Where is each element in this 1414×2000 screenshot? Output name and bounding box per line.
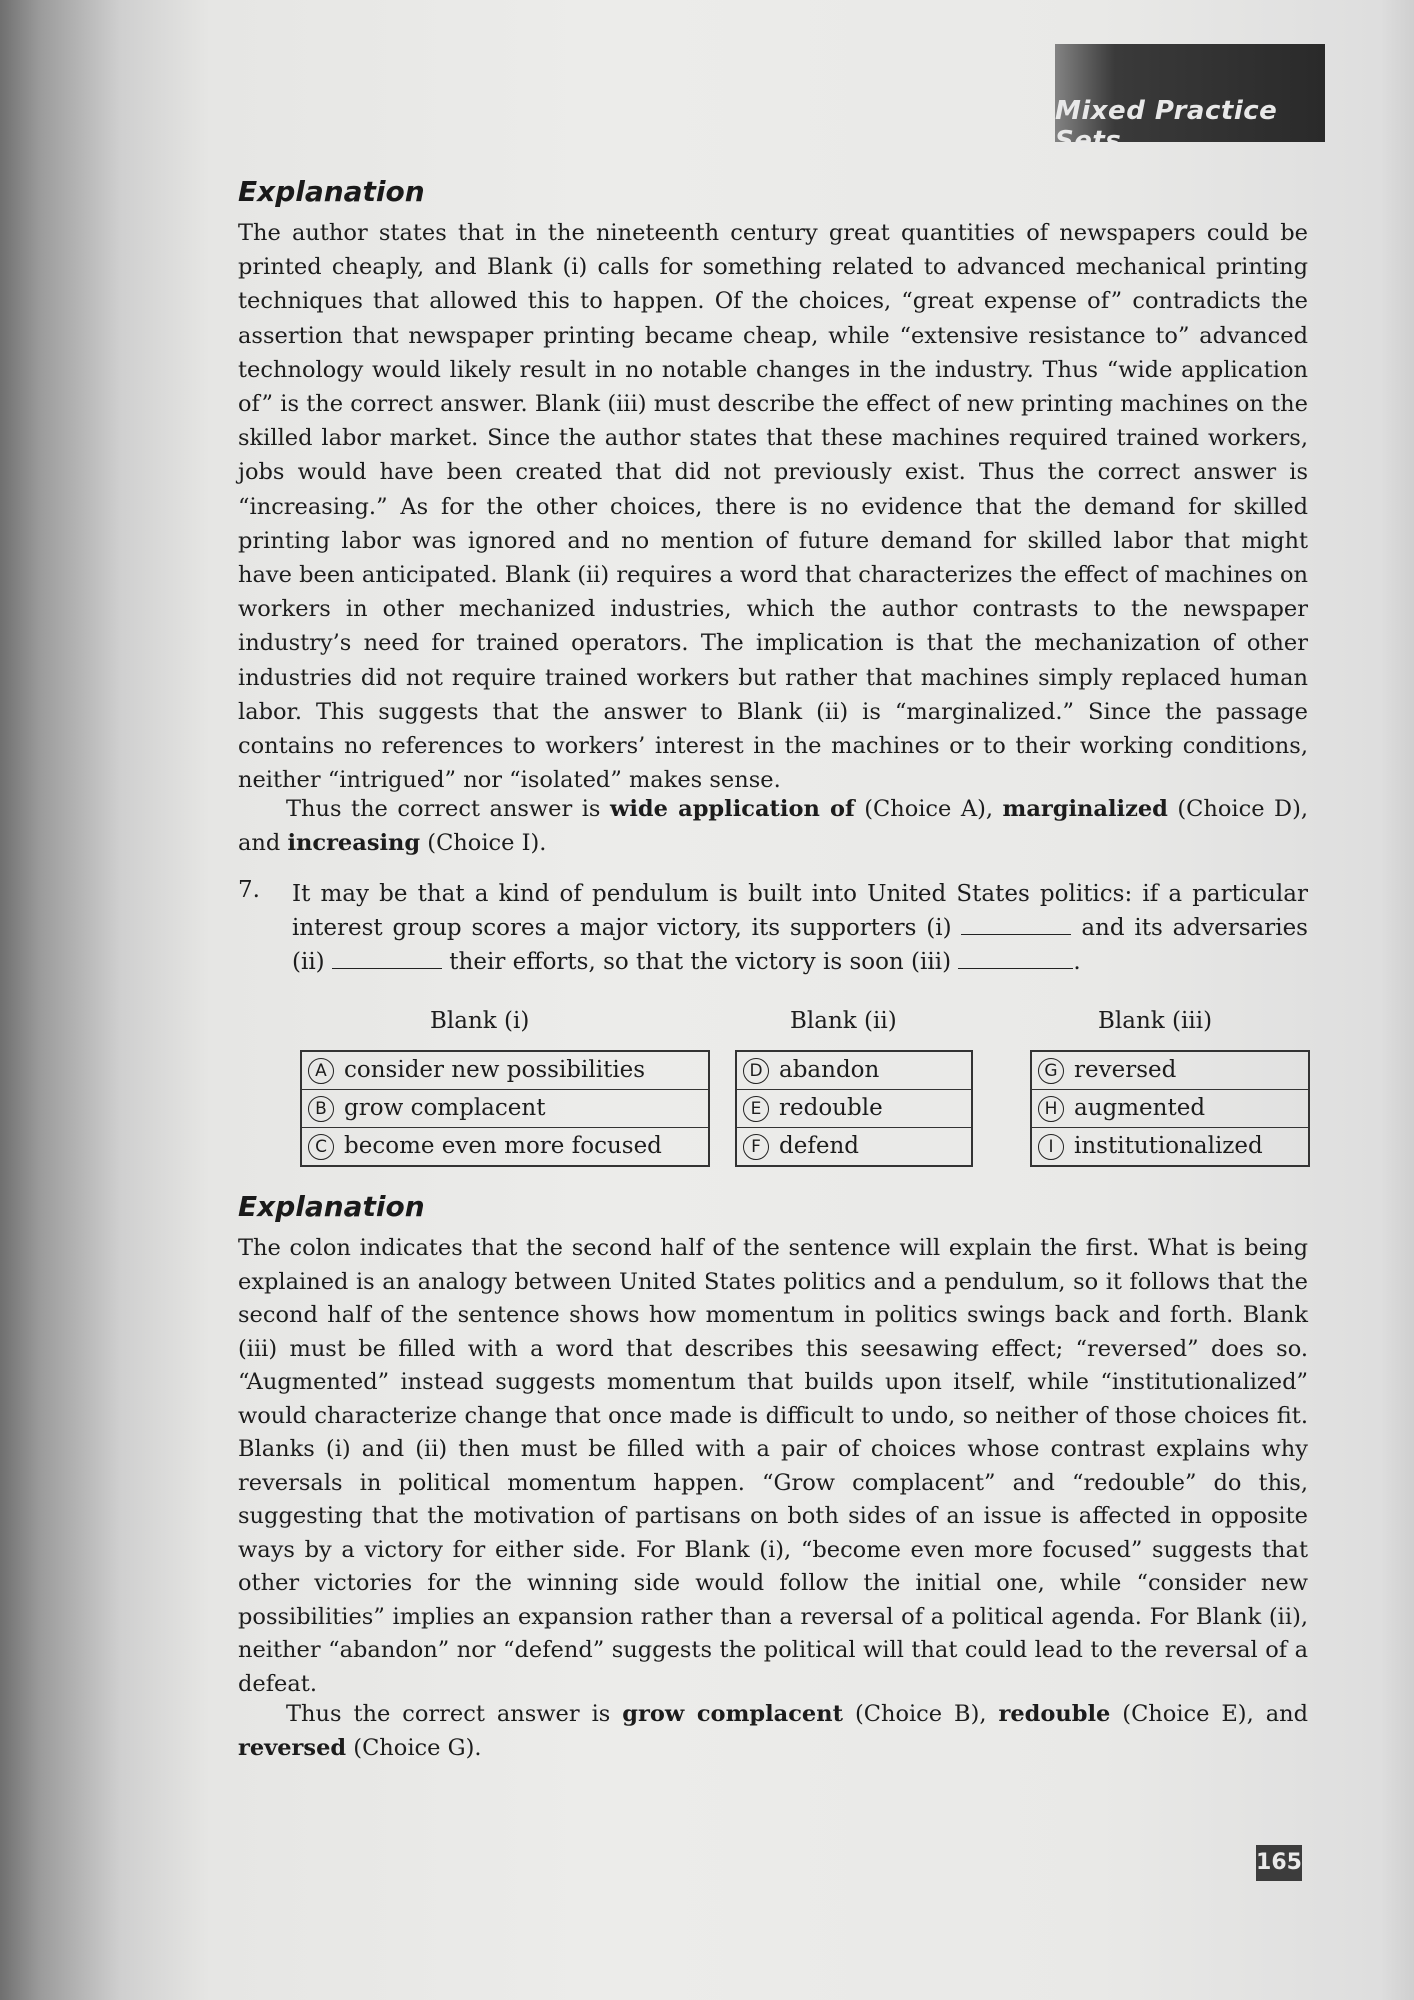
- answer-term: increasing: [287, 830, 421, 857]
- blank-i-options: [300, 1050, 710, 1167]
- blank-ii-options: [735, 1050, 973, 1167]
- question-stem: It may be that a kind of pendulum is built into United States politics: if a particular interest group scores a major victory, its supporters (i) and its adversaries (ii) their efforts, so that the victory is soon (iii) .: [292, 881, 1308, 975]
- answer-option[interactable]: B grow complacent: [301, 1090, 709, 1128]
- explanation-heading: Explanation: [238, 175, 425, 208]
- answer-term: wide application of: [609, 796, 855, 822]
- page-number: 165: [1256, 1845, 1302, 1881]
- option-letter: H: [1038, 1096, 1064, 1122]
- answer-term: marginalized: [1002, 796, 1168, 822]
- explanation-paragraph: The colon indicates that the second half of the sentence will explain the first. What is being explained is an analogy between United States politics and a pendulum, so it follows that the second half of the sentence shows how momentum in politics swings back and forth. Blank (iii) must be filled with a word that describes this seesawing effect; “reversed” does so. “Augmented” instead suggests momentum that builds upon itself, while “institutionalized” would characterize change that once made is difficult to undo, so neither of those choices fit. Blanks (i) and (ii) then must be filled with a pair of choices whose contrast explains why reversals in political momentum happen. “Grow complacent” and “redouble” do this, suggesting that the motivation of partisans on both sides of an issue is affected in opposite ways by a victory for either side. For Blank (i), “become even more focused” suggests that other victories for the winning side would follow the initial one, while “consider new possibilities” implies an expansion rather than a reversal of a political agenda. For Blank (ii), neither “abandon” nor “defend” suggests the political will that could lead to the reversal of a defeat.: [238, 1235, 1308, 1697]
- blank-i-heading: Blank (i): [430, 1008, 530, 1034]
- blank-iii: [958, 948, 1073, 969]
- option-letter: G: [1038, 1058, 1064, 1084]
- answer-term: redouble: [998, 1701, 1111, 1727]
- option-letter: A: [308, 1058, 334, 1084]
- blank-i: [961, 914, 1071, 935]
- explanation-paragraph: The author states that in the nineteenth century great quantities of newspapers could be printed cheaply, and Blank (i) calls for something related to advanced mechanical printing techniques that allowed this to happen. Of the choices, “great expense of” contradicts the assertion that newspaper printing became cheap, while “extensive resistance to” advanced technology would likely result in no notable changes in the industry. Thus “wide application of” is the correct answer. Blank (iii) must describe the effect of new printing machines on the skilled labor market. Since the author states that these machines required trained workers, jobs would have been created that did not previously exist. Thus the correct answer is “increasing.” As for the other choices, there is no evidence that the demand for skilled printing labor was ignored and no mention of future demand for skilled labor that might have been anticipated. Blank (ii) requires a word that characterizes the effect of machines on workers in other mechanized industries, which the author contrasts to the newspaper industry’s need for trained operators. The implication is that the mechanization of other industries did not require trained workers but rather that machines simply replaced human labor. This suggests that the answer to Blank (ii) is “marginalized.” Since the passage contains no references to workers’ interest in the machines or to their working conditions, neither “intrigued” nor “isolated” makes sense.: [238, 220, 1308, 794]
- option-letter: E: [743, 1096, 769, 1122]
- blank-iii-options: [1030, 1050, 1310, 1167]
- answer-option[interactable]: H augmented: [1031, 1090, 1309, 1128]
- blank-iii-heading: Blank (iii): [1098, 1008, 1213, 1034]
- answer-option[interactable]: D abandon: [736, 1051, 972, 1090]
- question-number: 7.: [238, 877, 260, 903]
- running-header-bar: [1055, 44, 1325, 156]
- answer-paragraph: Thus the correct answer is wide application of (Choice A), marginalized (Choice D), and increasing (Choice I).: [238, 796, 1309, 857]
- answer-option[interactable]: G reversed: [1031, 1051, 1309, 1090]
- answer-option[interactable]: F defend: [736, 1128, 972, 1167]
- answer-option[interactable]: I institutionalized: [1031, 1128, 1309, 1167]
- answer-term: grow complacent: [622, 1701, 843, 1727]
- option-letter: B: [308, 1096, 334, 1122]
- explanation-heading: Explanation: [238, 1190, 425, 1223]
- option-letter: C: [308, 1134, 334, 1160]
- answer-option[interactable]: E redouble: [736, 1090, 972, 1128]
- blank-ii-heading: Blank (ii): [790, 1008, 897, 1034]
- blank-ii: [332, 948, 442, 969]
- option-letter: F: [743, 1134, 769, 1160]
- answer-option[interactable]: A consider new possibilities: [301, 1051, 709, 1090]
- running-header-title: Mixed Practice Sets: [1055, 96, 1278, 156]
- answer-option[interactable]: C become even more focused: [301, 1128, 709, 1167]
- answer-term: reversed: [238, 1734, 347, 1761]
- answer-paragraph: Thus the correct answer is grow complacent (Choice B), redouble (Choice E), and reversed (Choice G).: [238, 1701, 1308, 1761]
- option-letter: D: [743, 1058, 769, 1084]
- option-letter: I: [1038, 1134, 1064, 1160]
